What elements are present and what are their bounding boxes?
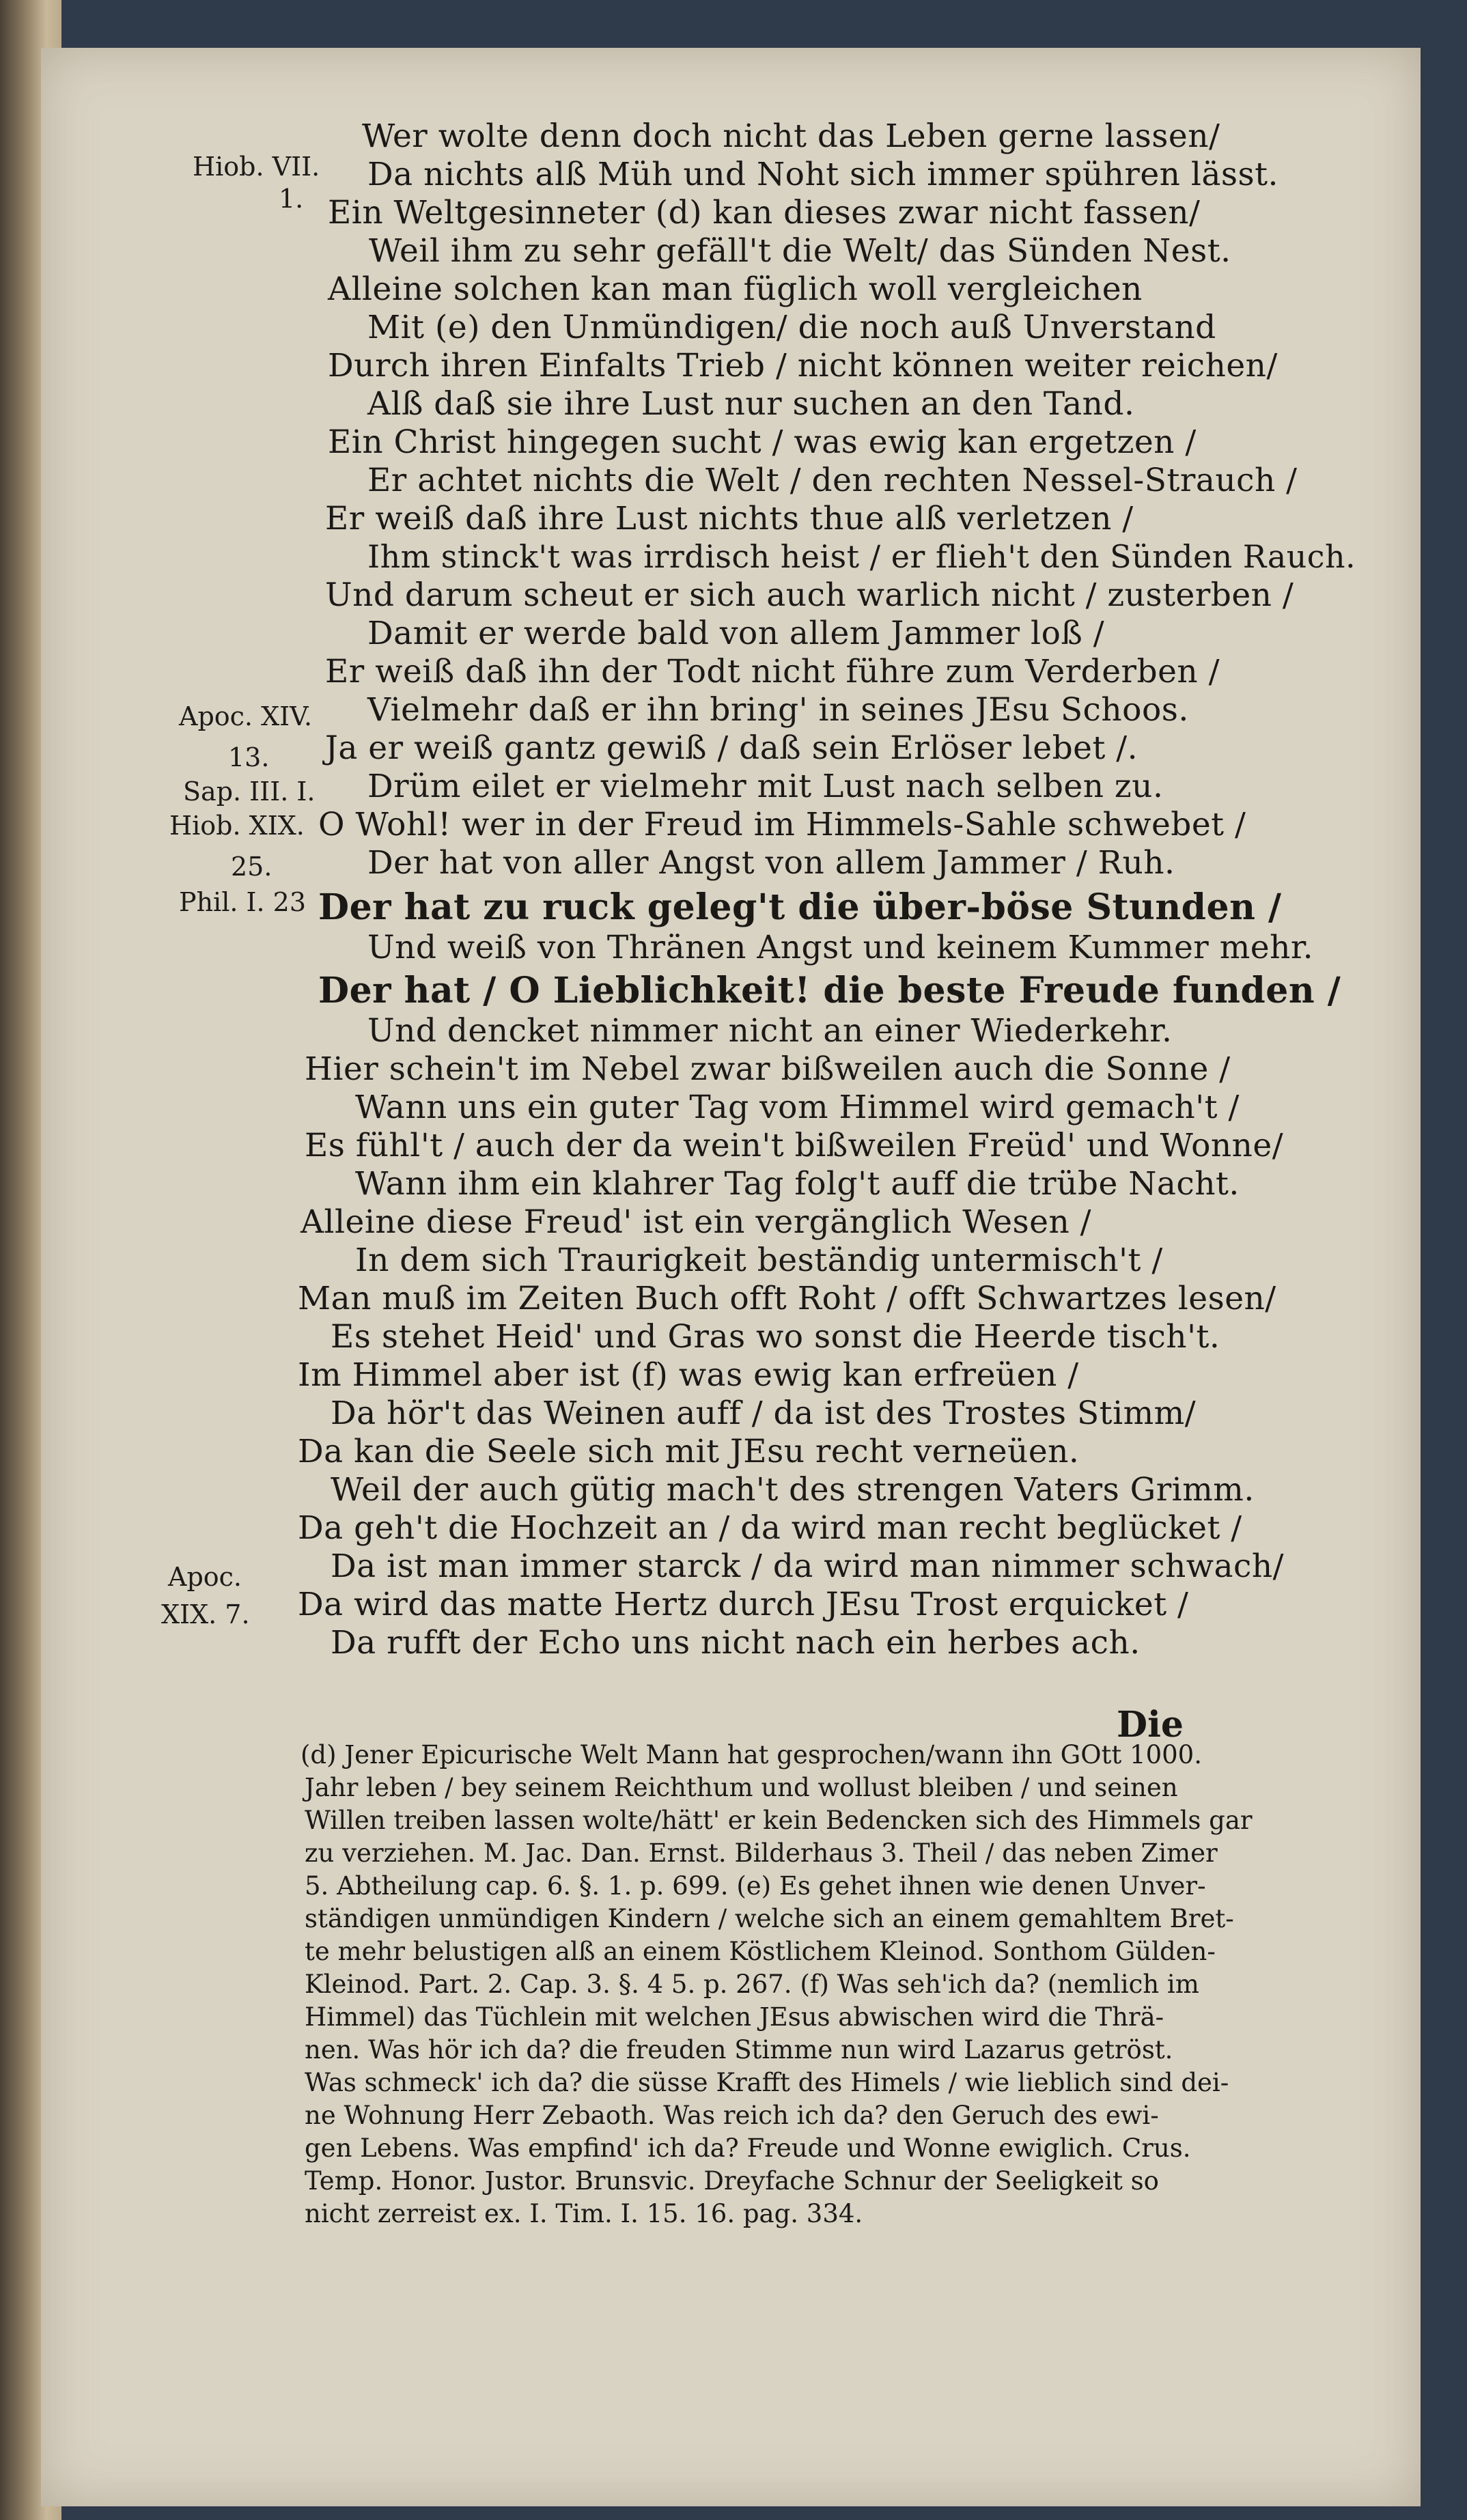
verse-line: Und dencket nimmer nicht an einer Wiederkehr. <box>367 1012 1173 1050</box>
verse-line: Ein Christ hingegen sucht / was ewig kan ergetzen / <box>328 423 1197 461</box>
margin-note: Apoc. XIV. <box>179 701 313 731</box>
verse-line: Er weiß daß ihre Lust nichts thue alß verletzen / <box>325 500 1134 537</box>
footnote-line: Temp. Honor. Justor. Brunsvic. Dreyfache Schnur der Seeligkeit so <box>305 2166 1159 2196</box>
verse-line: Weil der auch gütig mach't des strengen Vaters Grimm. <box>331 1471 1255 1509</box>
verse-line: Weil ihm zu sehr gefäll't die Welt/ das Sünden Nest. <box>369 232 1231 270</box>
margin-note: Apoc. <box>168 1562 242 1592</box>
verse-line: Der hat von aller Angst von allem Jammer / Ruh. <box>367 844 1175 882</box>
footnote-line: Kleinod. Part. 2. Cap. 3. §. 4 5. p. 267. (f) Was seh'ich da? (nemlich im <box>305 1970 1199 1999</box>
verse-line: Wann ihm ein klahrer Tag folg't auff die trübe Nacht. <box>355 1165 1240 1203</box>
footnote-line: Himmel) das Tüchlein mit welchen JEsus abwischen wird die Thrä- <box>305 2002 1164 2032</box>
verse-line: Hier schein't im Nebel zwar bißweilen auch die Sonne / <box>305 1050 1231 1088</box>
verse-line: Da rufft der Echo uns nicht nach ein herbes ach. <box>331 1624 1141 1662</box>
footnote-line: te mehr belustigen alß an einem Köstlichem Kleinod. Sonthom Gülden- <box>305 1937 1216 1966</box>
verse-line: Man muß im Zeiten Buch offt Roht / offt Schwartzes lesen/ <box>298 1280 1276 1317</box>
verse-line: Durch ihren Einfalts Trieb / nicht können weiter reichen/ <box>328 347 1278 384</box>
catchword: Die <box>1117 1704 1184 1746</box>
footnote-line: 5. Abtheilung cap. 6. §. 1. p. 699. (e) Es gehet ihnen wie denen Unver- <box>305 1871 1206 1901</box>
verse-line: Ein Weltgesinneter (d) kan dieses zwar nicht fassen/ <box>328 194 1201 232</box>
margin-note: 25. <box>231 852 273 882</box>
verse-line: Damit er werde bald von allem Jammer loß / <box>367 615 1105 652</box>
margin-note: XIX. 7. <box>161 1599 250 1629</box>
verse-line: Da nichts alß Müh und Noht sich immer spühren lässt. <box>367 156 1279 193</box>
margin-note: 13. <box>228 742 270 772</box>
verse-line: O Wohl! wer in der Freud im Himmels-Sahle schwebet / <box>318 806 1246 843</box>
footnote-line: zu verziehen. M. Jac. Dan. Ernst. Bilderhaus 3. Theil / das neben Zimer <box>305 1838 1218 1868</box>
verse-line: Ja er weiß gantz gewiß / daß sein Erlöser lebet /. <box>325 729 1138 767</box>
margin-note: Hiob. VII. <box>193 152 320 182</box>
footnote-line: Was schmeck' ich da? die süsse Krafft des Himels / wie lieblich sind dei- <box>305 2068 1229 2097</box>
verse-line: Da wird das matte Hertz durch JEsu Trost erquicket / <box>298 1586 1189 1623</box>
footnote-line: gen Lebens. Was empfind' ich da? Freude und Wonne ewiglich. Crus. <box>305 2133 1191 2163</box>
verse-line: Es stehet Heid' und Gras wo sonst die Heerde tisch't. <box>331 1318 1220 1356</box>
footnote-line: nen. Was hör ich da? die freuden Stimme nun wird Lazarus getröst. <box>305 2035 1173 2064</box>
verse-line: Und darum scheut er sich auch warlich nicht / zusterben / <box>325 576 1294 614</box>
verse-line: Mit (e) den Unmündigen/ die noch auß Unverstand <box>367 309 1216 346</box>
footnote-line: Willen treiben lassen wolte/hätt' er kein Bedencken sich des Himmels gar <box>305 1806 1253 1835</box>
verse-line: Er weiß daß ihn der Todt nicht führe zum Verderben / <box>325 653 1220 690</box>
footnote-line: nicht zerreist ex. I. Tim. I. 15. 16. pag. 334. <box>305 2199 863 2228</box>
margin-note: Phil. I. 23 <box>179 887 307 917</box>
verse-line: Vielmehr daß er ihn bring' in seines JEsu Schoos. <box>367 691 1189 729</box>
verse-line: Wer wolte denn doch nicht das Leben gerne lassen/ <box>362 117 1220 155</box>
verse-line: Da hör't das Weinen auff / da ist des Trostes Stimm/ <box>331 1395 1197 1432</box>
verse-line: Alleine solchen kan man füglich woll vergleichen <box>328 270 1143 308</box>
verse-line: Alß daß sie ihre Lust nur suchen an den Tand. <box>367 385 1135 423</box>
footnote-line: (d) Jener Epicurische Welt Mann hat gesprochen/wann ihn GOtt 1000. <box>301 1740 1202 1769</box>
margin-note: Sap. III. I. <box>183 776 316 807</box>
footnote-line: Jahr leben / bey seinem Reichthum und wollust bleiben / und seinen <box>305 1773 1178 1802</box>
footnote-line: ne Wohnung Herr Zebaoth. Was reich ich da? den Geruch des ewi- <box>305 2101 1159 2130</box>
verse-line: Und weiß von Thränen Angst und keinem Kummer mehr. <box>367 929 1314 966</box>
verse-line: Der hat / O Lieblichkeit! die beste Freude funden / <box>318 970 1341 1011</box>
verse-line: Es fühl't / auch der da wein't bißweilen Freüd' und Wonne/ <box>305 1127 1284 1164</box>
verse-line: Im Himmel aber ist (f) was ewig kan erfreüen / <box>298 1356 1079 1394</box>
verse-line: In dem sich Traurigkeit beständig untermisch't / <box>355 1242 1163 1279</box>
verse-line: Drüm eilet er vielmehr mit Lust nach selben zu. <box>367 768 1164 805</box>
verse-line: Wann uns ein guter Tag vom Himmel wird gemach't / <box>355 1089 1240 1126</box>
verse-line: Ihm stinck't was irrdisch heist / er flieh't den Sünden Rauch. <box>367 538 1356 575</box>
margin-note: 1. <box>279 184 304 214</box>
verse-line: Da geh't die Hochzeit an / da wird man recht beglücket / <box>298 1509 1242 1547</box>
verse-line: Alleine diese Freud' ist ein vergänglich Wesen / <box>301 1203 1091 1241</box>
verse-line: Da ist man immer starck / da wird man nimmer schwach/ <box>331 1548 1284 1585</box>
footnote-line: ständigen unmündigen Kindern / welche sich an einem gemahltem Bret- <box>305 1904 1234 1933</box>
verse-line: Der hat zu ruck geleg't die über-böse Stunden / <box>318 886 1282 928</box>
margin-note: Hiob. XIX. <box>169 811 305 841</box>
verse-line: Er achtet nichts die Welt / den rechten Nessel-Strauch / <box>367 462 1298 499</box>
verse-line: Da kan die Seele sich mit JEsu recht verneüen. <box>298 1433 1080 1470</box>
